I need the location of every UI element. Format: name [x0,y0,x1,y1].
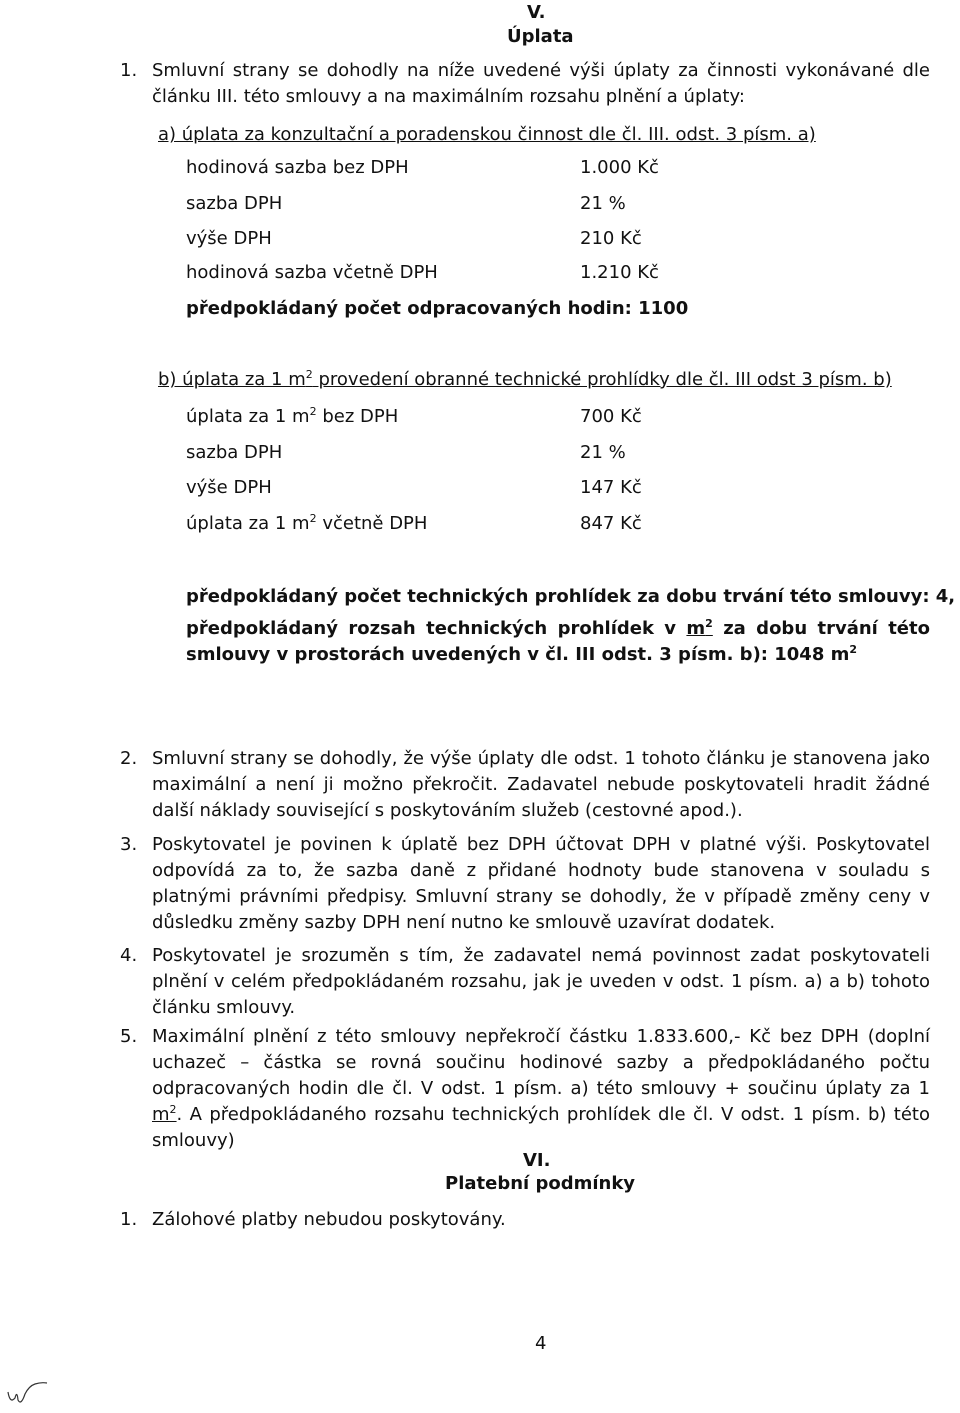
subsection-a-heading: a) úplata za konzultační a poradenskou činnost dle čl. III. odst. 3 písm. a) [158,124,816,145]
item-text: Zálohové platby nebudou poskytovány. [152,1209,506,1230]
fee-label: úplata za 1 $m^2$ bez DPH [186,405,399,427]
fee-label: sazba DPH [186,442,283,463]
expected-inspection-count: předpokládaný počet technických prohlídek za dobu trvání této smlouvy: 4, [186,586,956,607]
fee-label: výše DPH [186,477,272,498]
item-number: 3. [120,834,138,855]
rate-value: 210 Kč [580,228,642,249]
rate-label: sazba DPH [186,193,283,214]
subsection-b-heading: b) úplata za 1 $m^2$ provedení obranné technické prohlídky dle čl. III odst 3 písm. b) [158,368,892,390]
section-title: Úplata [507,26,574,47]
rate-value: 21 % [580,193,626,214]
fee-label: úplata za 1 $m^2$ včetně DPH [186,512,428,534]
page-number: 4 [535,1333,547,1354]
rate-value: 1.210 Kč [580,262,659,283]
expected-hours: předpokládaný počet odpracovaných hodin: 1100 [186,298,689,319]
item-text: Smluvní strany se dohodly na níže uvedené výši úplaty za činnosti vykonávané dle článku III. této smlouvy a na maximálním rozsahu plnění a úplaty: [152,60,930,108]
section-title: Platební podmínky [445,1173,636,1194]
item-number: 1. [120,1209,138,1230]
fee-value: 847 Kč [580,513,642,534]
fee-value: 21 % [580,442,626,463]
rate-label: výše DPH [186,228,272,249]
section-numeral: V. [527,2,546,23]
item-text: Smluvní strany se dohodly, že výše úplaty dle odst. 1 tohoto článku je stanovena jako maximální a není ji možno překročit. Zadavatel nebude poskytovateli hradit žádné další náklady související s poskytováním služeb (cestovné apod.). [152,748,930,822]
handwritten-initials [5,1380,50,1408]
section-numeral: VI. [523,1150,551,1171]
item-text: Maximální plnění z této smlouvy nepřekročí částku 1.833.600,- Kč bez DPH (doplní uchazeč – částka se rovná součinu hodinové sazby a předpokládaného počtu odpracovaných hodin dle čl. V odst. 1 písm. a) této smlouvy + součinu úplaty za 1 $m^2$. A předpokládaného rozsahu technických prohlídek dle čl. V odst. 1 písm. b) této smlouvy) [152,1026,930,1152]
fee-value: 700 Kč [580,406,642,427]
item-number: 1. [120,60,138,81]
item-number: 4. [120,945,138,966]
item-text: Poskytovatel je povinen k úplatě bez DPH účtovat DPH v platné výši. Poskytovatel odpovídá za to, že sazba daně z přidané hodnoty bude stanovena v souladu s platnými právními předpisy. Smluvní strany se dohodly, že v případě změny ceny v důsledku změny sazby DPH není nutno ke smlouvě uzavírat dodatek. [152,834,930,934]
rate-value: 1.000 Kč [580,157,659,178]
item-number: 2. [120,748,138,769]
item-number: 5. [120,1026,138,1047]
rate-label: hodinová sazba včetně DPH [186,262,438,283]
rate-label: hodinová sazba bez DPH [186,157,409,178]
expected-inspection-area: předpokládaný rozsah technických prohlídek v $m^2$ za dobu trvání této smlouvy v prostorách uvedených v čl. III odst. 3 písm. b): 1048 $m^2$ [186,617,930,666]
fee-value: 147 Kč [580,477,642,498]
item-text: Poskytovatel je srozuměn s tím, že zadavatel nemá povinnost zadat poskytovateli plnění v celém předpokládaném rozsahu, jak je uveden v odst. 1 písm. a) a b) tohoto článku smlouvy. [152,945,930,1019]
